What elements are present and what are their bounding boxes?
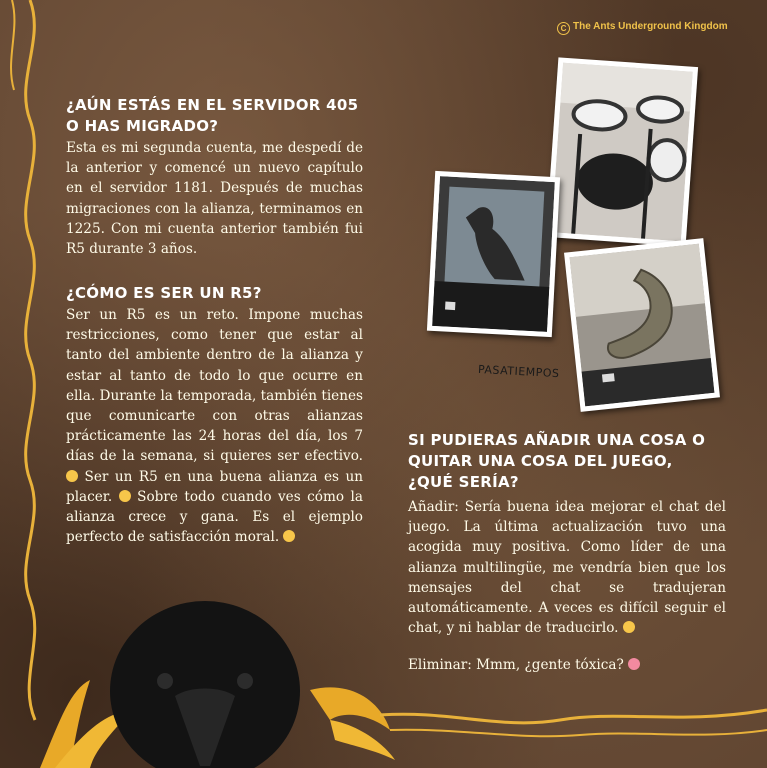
- crow-image: [105, 596, 305, 768]
- smile-emoji-icon: [623, 621, 635, 633]
- photo-raven-figure: [427, 171, 560, 337]
- question-1-answer: Esta es mi segunda cuenta, me despedí de la anterior y comencé un nuevo capítulo en el servidor 1181. Después de muchas migraciones con la alianza, terminamos en 1225. Con mi cuenta anterior también fui R5 durante 3 años.: [66, 140, 363, 258]
- smile-emoji-icon: [283, 530, 295, 542]
- photo-dragon-figure: [564, 238, 720, 412]
- question-3-remove: [408, 655, 726, 675]
- smile-emoji-icon: [119, 490, 131, 502]
- hobbies-caption: PASATIEMPOS: [477, 362, 560, 381]
- question-3-title: SI PUDIERAS AÑADIR UNA COSA O QUITAR UNA COSA DEL JUEGO, ¿QUÉ SERÍA?: [408, 431, 706, 491]
- answer-2-part-2: Ser un R5 en una buena alianza es un placer.: [66, 468, 363, 505]
- question-3-answer: [408, 497, 726, 638]
- answer-2-part-3: Sobre todo cuando ves cómo la alianza crece y gana. Es el ejemplo perfecto de satisfacción moral.: [66, 488, 363, 546]
- question-1-title: ¿AÚN ESTÁS EN EL SERVIDOR 405 O HAS MIGRADO?: [66, 96, 359, 135]
- grin-emoji-icon: [628, 658, 640, 670]
- photo-drum-kit: [546, 57, 698, 246]
- answer-2-part-1: Ser un R5 es un reto. Impone muchas restricciones, como tener que estar al tanto del ambiente dentro de la alianza y estar al tanto de todo lo que ocurre en ella. Durante la temporada, también tienes que comunicarte con otras alianzas prácticamente las 24 horas del día, los 7 días de la semana, si quieres ser efectivo.: [66, 307, 363, 465]
- answer-3-remove: Eliminar: Mmm, ¿gente tóxica?: [408, 657, 624, 673]
- answer-3-add: Añadir: Sería buena idea mejorar el chat del juego. La última actualización tuvo una acogida muy positiva. Como líder de una alianza multilingüe, me vendría bien que los mensajes del chat se tradujeran automáticamente. A veces es difícil seguir el chat, y ni hablar de traducirlo.: [408, 499, 726, 637]
- brand-text: The Ants Underground Kingdom: [573, 21, 728, 32]
- question-2-answer: [66, 305, 363, 547]
- question-2-title: ¿CÓMO ES SER UN R5?: [66, 284, 262, 302]
- copyright-icon: C: [557, 22, 570, 35]
- brand-credit: [557, 21, 728, 35]
- smile-emoji-icon: [66, 470, 78, 482]
